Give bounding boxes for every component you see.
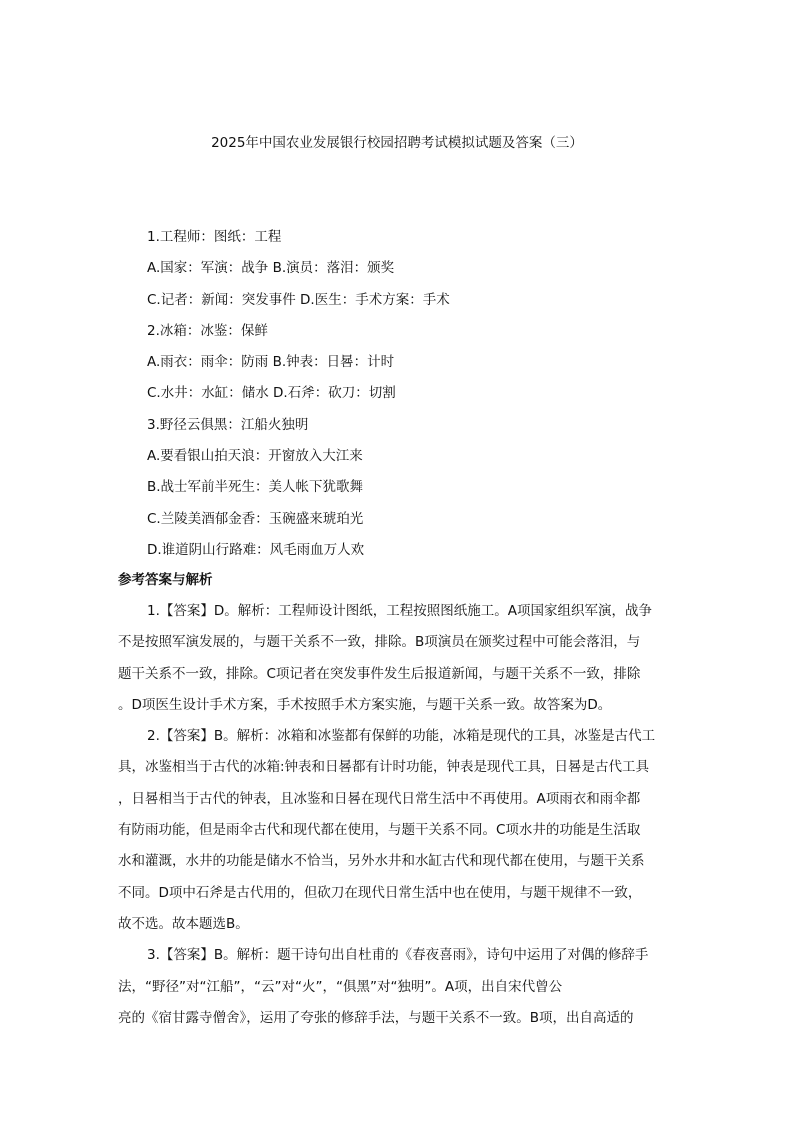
answer-line: 。D项医生设计手术方案，手术按照手术方案实施，与题干关系一致。故答案为D。 <box>118 696 612 713</box>
answer-line: 具，冰鉴相当于古代的冰箱:钟表和日晷都有计时功能，钟表是现代工具，日晷是古代工具 <box>118 759 650 776</box>
answer-line: 2.【答案】B。解析：冰箱和冰鉴都有保鲜的功能，冰箱是现代的工具，冰鉴是古代工 <box>147 728 656 745</box>
question-line: C.兰陵美酒郁金香：玉碗盛来琥珀光 <box>147 510 364 527</box>
answer-line: 有防雨功能，但是雨伞古代和现代都在使用，与题干关系不同。C项水井的功能是生活取 <box>118 822 641 839</box>
answer-line: 1.【答案】D。解析：工程师设计图纸，工程按照图纸施工。A项国家组织军演，战争 <box>147 603 653 619</box>
question-line: 1.工程师：图纸：工程 <box>147 229 282 245</box>
answers-section <box>118 601 688 1039</box>
document-title: 2025年中国农业发展银行校园招聘考试模拟试题及答案（三） <box>211 135 583 151</box>
answer-line: 故不选。故本题选B。 <box>118 915 249 932</box>
questions-section <box>147 227 450 571</box>
answer-line: 题干关系不一致，排除。C项记者在突发事件发生后报道新闻，与题干关系不一致，排除 <box>118 665 641 682</box>
question-line: B.战士军前半死生：美人帐下犹歌舞 <box>147 479 364 496</box>
answer-line: 不同。D项中石斧是古代用的，但砍刀在现代日常生活中也在使用，与题干规律不一致， <box>118 884 642 901</box>
question-line: C.水井：水缸：储水 D.石斧：砍刀：切割 <box>147 385 396 402</box>
answer-line: 不是按照军演发展的，与题干关系不一致，排除。B项演员在颁奖过程中可能会落泪，与 <box>118 634 641 651</box>
answer-line: 水和灌溉，水井的功能是储水不恰当，另外水井和水缸古代和现代都在使用，与题干关系 <box>118 853 645 870</box>
answer-line: 法，“野径”对“江船”，“云”对“火”，“俱黑”对“独明”。A项，出自宋代曾公 <box>118 978 563 995</box>
answer-line: 亮的《宿甘露寺僧舍》，运用了夸张的修辞手法，与题干关系不一致。B项，出自高适的 <box>118 1009 634 1026</box>
question-line: 2.冰箱：冰鉴：保鲜 <box>147 322 268 339</box>
question-line: A.要看银山拍天浪：开窗放入大江来 <box>147 448 363 465</box>
question-line: C.记者：新闻：突发事件 D.医生：手术方案：手术 <box>147 291 450 308</box>
question-line: 3.野径云俱黑：江船火独明 <box>147 416 309 433</box>
question-line: A.雨衣：雨伞：防雨 B.钟表：日晷：计时 <box>147 354 395 371</box>
answer-line: ，日晷相当于古代的钟表，且冰鉴和日晷在现代日常生活中不再使用。A项雨衣和雨伞都 <box>118 790 641 807</box>
question-line: D.谁道阴山行路难：风毛雨血万人欢 <box>147 541 365 558</box>
answers-heading: 参考答案与解析 <box>118 572 213 588</box>
question-line: A.国家：军演：战争 B.演员：落泪：颁奖 <box>147 260 395 277</box>
answer-line: 3.【答案】B。解析：题干诗句出自杜甫的《春夜喜雨》，诗句中运用了对偶的修辞手 <box>147 947 649 964</box>
